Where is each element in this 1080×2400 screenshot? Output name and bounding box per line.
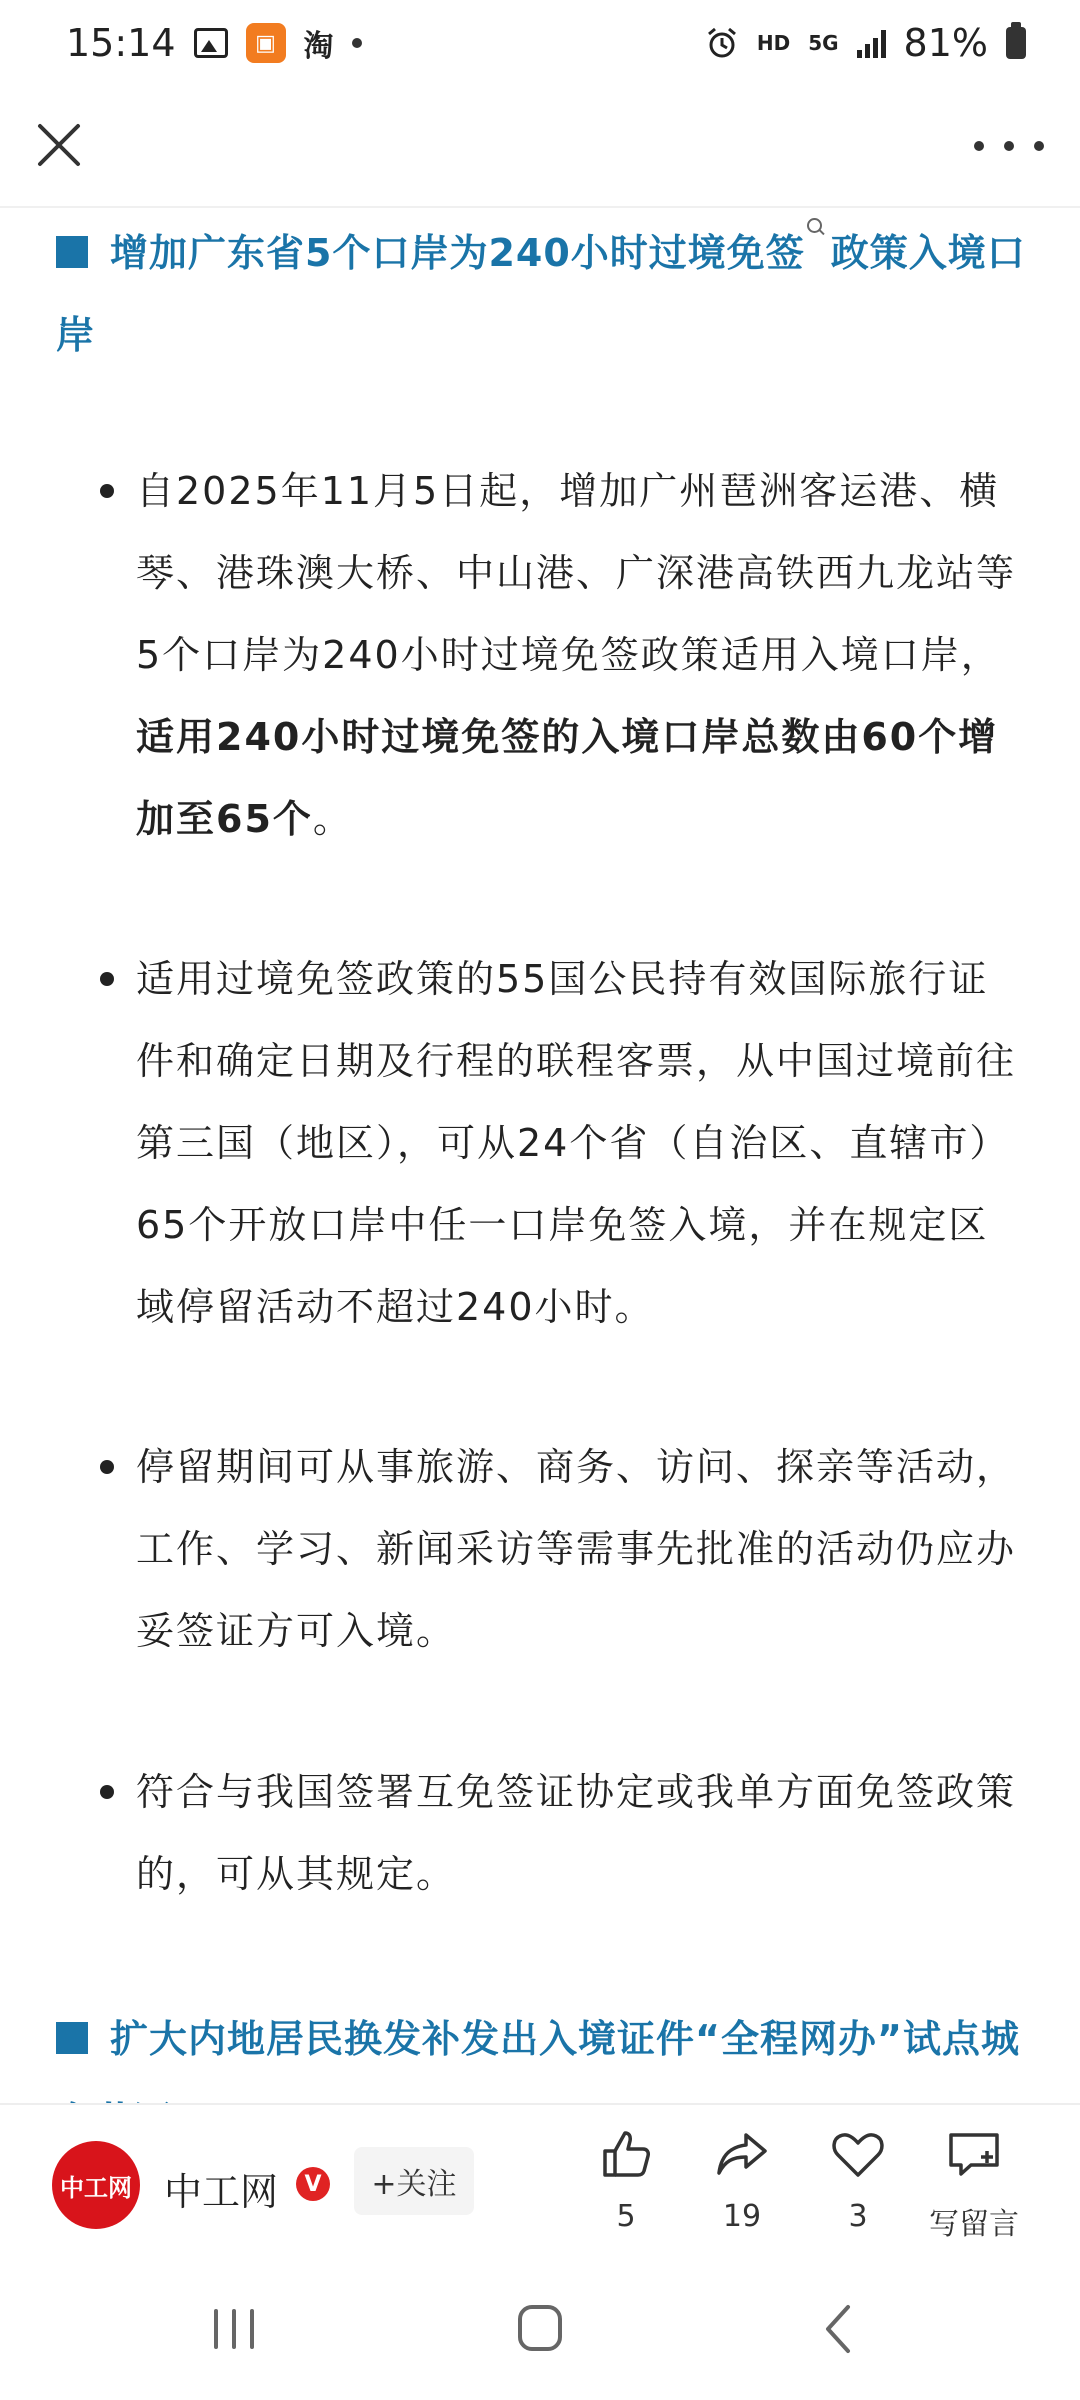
back-icon — [800, 2299, 880, 2359]
close-button[interactable] — [30, 116, 90, 176]
close-icon — [30, 116, 90, 176]
list-item: 适用过境免签政策的55国公民持有效国际旅行证件和确定日期及行程的联程客票，从中国过境前往第三国（地区），可从24个省（自治区、直辖市）65个开放口岸中任一口岸免签入境，并在规定区域停留活动不超过240小时。 — [136, 938, 1026, 1348]
like-count: 5 — [616, 2199, 636, 2234]
network-indicator: 5G — [808, 31, 839, 55]
home-button[interactable] — [500, 2299, 580, 2359]
back-button[interactable] — [800, 2299, 880, 2359]
status-right — [705, 21, 1026, 65]
taobao-icon: 淘 — [303, 29, 334, 64]
share-button[interactable] — [682, 2125, 802, 2255]
source-logo[interactable]: 中工网 — [52, 2141, 140, 2229]
section-title-1: 增加广东省5个口岸为240小时过境免签 政策入境口岸 — [56, 212, 1026, 376]
comment-button[interactable] — [914, 2125, 1034, 2255]
share-icon — [713, 2125, 771, 2183]
top-bar — [0, 86, 1080, 208]
list-item: 符合与我国签署互免签证协定或我单方面免签政策的，可从其规定。 — [136, 1751, 1026, 1915]
system-nav-bar — [0, 2263, 1080, 2400]
favorite-count: 3 — [848, 2199, 868, 2234]
app-icon: ▣ — [246, 23, 286, 63]
favorite-button[interactable] — [798, 2125, 918, 2255]
more-icon — [974, 141, 984, 151]
battery-icon — [1006, 27, 1026, 59]
battery-percent: 81% — [903, 21, 988, 65]
status-time: 15:14 — [66, 21, 176, 65]
section-title-2: 扩大内地居民换发补发出入境证件“全程网办”试点城 — [56, 1998, 1026, 2162]
comment-icon — [945, 2125, 1003, 2183]
more-button[interactable] — [974, 116, 1044, 176]
comment-label: 写留言 — [929, 2207, 1019, 2242]
square-bullet-icon — [56, 2022, 88, 2054]
thumbs-up-icon — [597, 2125, 655, 2183]
notification-dot-icon — [352, 38, 362, 48]
like-button[interactable] — [566, 2125, 686, 2255]
gallery-icon — [194, 28, 228, 58]
share-count: 19 — [722, 2199, 762, 2234]
square-bullet-icon — [56, 236, 88, 268]
verified-badge: V — [296, 2167, 330, 2201]
heart-icon — [829, 2125, 887, 2183]
follow-button[interactable]: +关注 — [354, 2147, 474, 2215]
source-name[interactable]: 中工网 — [164, 2170, 279, 2214]
signal-icon — [857, 28, 886, 58]
bottom-action-bar — [0, 2103, 1080, 2265]
recents-button[interactable] — [194, 2299, 274, 2359]
search-icon[interactable] — [805, 212, 823, 244]
home-icon — [500, 2299, 580, 2359]
status-left — [66, 21, 362, 65]
article-content — [0, 208, 1080, 2103]
alarm-icon — [705, 26, 739, 60]
recents-icon — [194, 2299, 274, 2359]
hd-indicator: HD — [756, 31, 791, 55]
list-item: 停留期间可从事旅游、商务、访问、探亲等活动，工作、学习、新闻采访等需事先批准的活动仍应办妥签证方可入境。 — [136, 1426, 1026, 1672]
list-item: 自2025年11月5日起，增加广州琶洲客运港、横琴、港珠澳大桥、中山港、广深港高铁西九龙站等5个口岸为240小时过境免签政策适用入境口岸，适用240小时过境免签的入境口岸总数由60个增加至65个。 — [136, 450, 1026, 860]
status-bar — [0, 0, 1080, 86]
